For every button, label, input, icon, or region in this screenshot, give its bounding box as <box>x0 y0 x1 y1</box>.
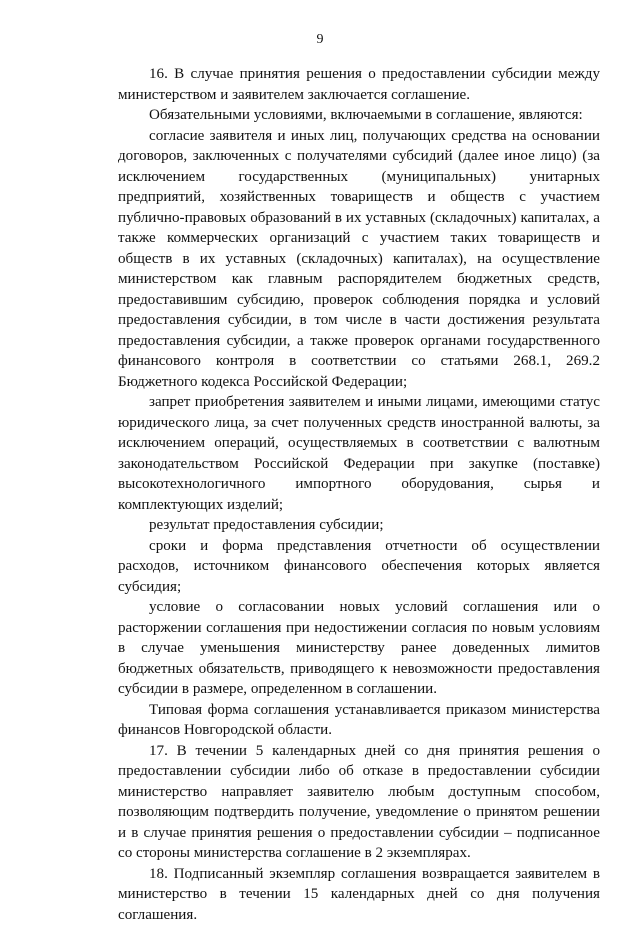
paragraph-17: 17. В течении 5 календарных дней со дня принятия решения о предоставлении субсидии либо об отказе в предоставлении субсидии министерство направляет заявителю любым доступным способом, позволяющим подтвердить получение, уведомление о принятом решении и в случае принятия решения о предоставлении субсидии – подписанное со стороны министерства соглашение в 2 экземплярах. <box>118 741 600 864</box>
paragraph-conditions-intro: Обязательными условиями, включаемыми в соглашение, являются: <box>118 105 600 126</box>
paragraph-reporting-terms: сроки и форма представления отчетности об осуществлении расходов, источником финансового обеспечения которых является субсидия; <box>118 536 600 598</box>
paragraph-standard-form: Типовая форма соглашения устанавливается приказом министерства финансов Новгородской области. <box>118 700 600 741</box>
paragraph-new-terms-condition: условие о согласовании новых условий соглашения или о расторжении соглашения при недостижении согласия по новым условиям в случае уменьшения министерству ранее доведенных лимитов бюджетных обязательств, приводящего к невозможности предоставления субсидии в размере, определенном в соглашении. <box>118 597 600 700</box>
paragraph-currency-prohibition: запрет приобретения заявителем и иными лицами, имеющими статус юридического лица, за счет полученных средств иностранной валюты, за исключением операций, осуществляемых в соответствии с валютным законодательством Российской Федерации при закупке (поставке) высокотехнологичного импортного оборудования, сырья и комплектующих изделий; <box>118 392 600 515</box>
document-body <box>118 64 600 925</box>
paragraph-consent-condition: согласие заявителя и иных лиц, получающих средства на основании договоров, заключенных с получателями субсидий (далее иное лицо) (за исключением государственных (муниципальных) унитарных предприятий, хозяйственных товариществ и обществ с участием публично-правовых образований в их уставных (складочных) капиталах, а также коммерческих организаций с участием таких товариществ и обществ в их уставных (складочных) капиталах), на осуществление министерством как главным распорядителем бюджетных средств, предоставившим субсидию, проверок соблюдения порядка и условий предоставления субсидии, в том числе в части достижения результата предоставления субсидии, а также проверок органами государственного финансового контроля в соответствии со статьями 268.1, 269.2 Бюджетного кодекса Российской Федерации; <box>118 126 600 393</box>
paragraph-16: 16. В случае принятия решения о предоставлении субсидии между министерством и заявителем заключается соглашение. <box>118 64 600 105</box>
paragraph-18: 18. Подписанный экземпляр соглашения возвращается заявителем в министерство в течении 15 календарных дней со дня получения соглашения. <box>118 864 600 925</box>
page-number: 9 <box>0 32 640 48</box>
paragraph-subsidy-result: результат предоставления субсидии; <box>118 515 600 536</box>
